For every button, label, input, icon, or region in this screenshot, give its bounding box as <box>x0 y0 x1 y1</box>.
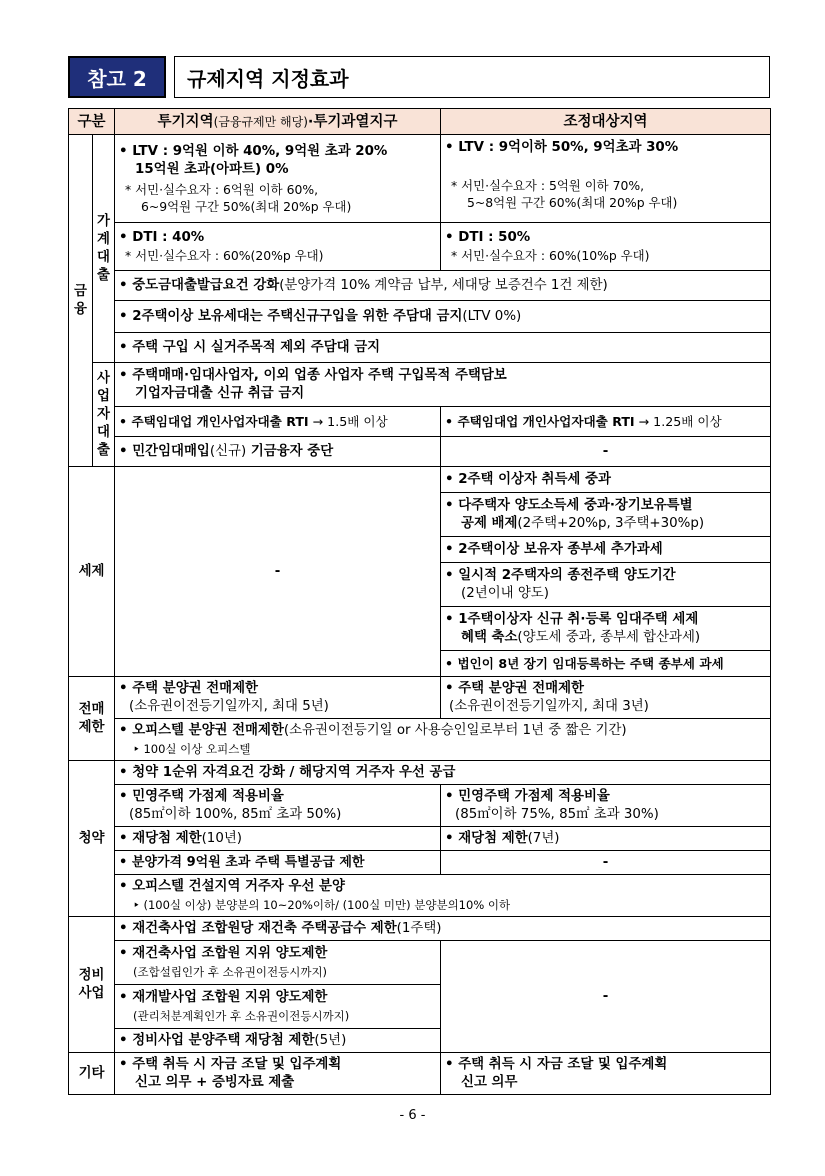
table-row <box>69 761 771 785</box>
dti-left-cell: • DTI : 40% * 서민·실수요자 : 60%(20%p 우대) <box>115 223 441 271</box>
residence-loan-cell: • 주택 구입 시 실거주목적 제외 주담대 금지 <box>115 333 771 363</box>
subcategory-household-loan: 가 계 대 출 <box>93 135 115 363</box>
subscription-priority-cell: • 청약 1순위 자격요건 강화 / 해당지역 거주자 우선 공급 <box>115 761 771 785</box>
table-row <box>69 467 771 493</box>
table-row <box>69 785 771 827</box>
ltv-right-cell: • LTV : 9억이하 50%, 9억초과 30% * 서민·실수요자 : 5억원 이하 70%, 5~8억원 구간 60%(최대 20%p 우대) <box>441 135 771 223</box>
table-row <box>69 851 771 875</box>
dti-right-cell: • DTI : 50% * 서민·실수요자 : 60%(10%p 우대) <box>441 223 771 271</box>
category-finance: 금 융 <box>69 135 93 467</box>
maintenance-supply-cell: • 재건축사업 조합원당 재건축 주택공급수 제한(1주택) <box>115 917 771 941</box>
category-subscription: 청약 <box>69 761 115 917</box>
tax-acquisition-cell: • 2주택 이상자 취득세 중과 <box>441 467 771 493</box>
table-row <box>69 301 771 333</box>
tax-transfer-cell: • 다주택자 양도소득세 중과·장기보유특별 공제 배제(2주택+20%p, 3주택+30%p) <box>441 493 771 537</box>
maintenance-rewin-cell: • 정비사업 분양주택 재당첨 제한(5년) <box>115 1029 441 1053</box>
table-row <box>69 333 771 363</box>
resale-right-cell: • 주택 분양권 전매제한 (소유권이전등기일까지, 최대 3년) <box>441 677 771 719</box>
header-category: 구분 <box>69 109 115 135</box>
private-rental-cell: • 민간임대매입(신규) 기금융자 중단 <box>115 437 441 467</box>
table-row <box>69 941 771 985</box>
subscription-rewin-left-cell: • 재당첨 제한(10년) <box>115 827 441 851</box>
maintenance-redevelop-cell: • 재개발사업 조합원 지위 양도제한 (관리처분계획인가 후 소유권이전등시까지) <box>115 985 441 1029</box>
tax-rental-cell: • 1주택이상자 신규 취·등록 임대주택 세제 혜택 축소(양도세 중과, 종부세 합산과세) <box>441 607 771 651</box>
table-row <box>69 437 771 467</box>
rti-left-cell: • 주택임대업 개인사업자대출 RTI → 1.5배 이상 <box>115 407 441 437</box>
subscription-point-left-cell: • 민영주택 가점제 적용비율 (85㎡이하 100%, 85㎡ 초과 50%) <box>115 785 441 827</box>
business-loan-cell: • 주택매매·임대사업자, 이외 업종 사업자 주택 구입목적 주택담보 기업자금대출 신규 취급 금지 <box>115 363 771 407</box>
subscription-special-right-cell: - <box>441 851 771 875</box>
table-row <box>69 719 771 761</box>
section-title: 규제지역 지정효과 <box>174 56 770 98</box>
subscription-officetel-cell: • 오피스텔 건설지역 거주자 우선 분양 ‣ (100실 이상) 분양분의 10~20%이하/ (100실 미만) 분양분의10% 이하 <box>115 875 771 917</box>
maintenance-right-cell: - <box>441 941 771 1053</box>
ltv-left-cell: • LTV : 9억원 이하 40%, 9억원 초과 20% 15억원 초과(아파트) 0% * 서민·실수요자 : 6억원 이하 60%, 6~9억원 구간 50%(최대 20%p 우대) <box>115 135 441 223</box>
table-row <box>69 223 771 271</box>
tax-left-cell: - <box>115 467 441 677</box>
subscription-point-right-cell: • 민영주택 가점제 적용비율 (85㎡이하 75%, 85㎡ 초과 30%) <box>441 785 771 827</box>
tax-corporate-cell: • 법인이 8년 장기 임대등록하는 주택 종부세 과세 <box>441 651 771 677</box>
category-etc: 기타 <box>69 1053 115 1095</box>
tax-temporary-cell: • 일시적 2주택자의 종전주택 양도기간 (2년이내 양도) <box>441 563 771 607</box>
table-row <box>69 363 771 407</box>
category-resale: 전매 제한 <box>69 677 115 761</box>
subscription-rewin-right-cell: • 재당첨 제한(7년) <box>441 827 771 851</box>
table-row <box>69 875 771 917</box>
table-row <box>69 827 771 851</box>
interim-loan-cell: • 중도금대출발급요건 강화(분양가격 10% 계약금 납부, 세대당 보증건수 1건 제한) <box>115 271 771 301</box>
table-row <box>69 917 771 941</box>
resale-officetel-cell: • 오피스텔 분양권 전매제한(소유권이전등기일 or 사용승인일로부터 1년 중 짧은 기간) ‣ 100실 이상 오피스텔 <box>115 719 771 761</box>
regulation-table <box>68 108 771 1095</box>
table-header-row <box>69 109 771 135</box>
category-maintenance: 정비 사업 <box>69 917 115 1053</box>
page-number: - 6 - <box>399 1108 426 1123</box>
etc-left-cell: • 주택 취득 시 자금 조달 및 입주계획 신고 의무 + 증빙자료 제출 <box>115 1053 441 1095</box>
table-row <box>69 407 771 437</box>
subcategory-business-loan: 사 업 자 대 출 <box>93 363 115 467</box>
maintenance-rebuild-cell: • 재건축사업 조합원 지위 양도제한 (조합설립인가 후 소유권이전등시까지) <box>115 941 441 985</box>
resale-left-cell: • 주택 분양권 전매제한 (소유권이전등기일까지, 최대 5년) <box>115 677 441 719</box>
category-tax: 세제 <box>69 467 115 677</box>
multi-house-loan-cell: • 2주택이상 보유세대는 주택신규구입을 위한 주담대 금지(LTV 0%) <box>115 301 771 333</box>
rti-right-cell: • 주택임대업 개인사업자대출 RTI → 1.25배 이상 <box>441 407 771 437</box>
reference-label: 참고 2 <box>68 56 166 98</box>
subscription-special-cell: • 분양가격 9억원 초과 주택 특별공급 제한 <box>115 851 441 875</box>
header-adjustment-zone: 조정대상지역 <box>441 109 771 135</box>
tax-comprehensive-cell: • 2주택이상 보유자 종부세 추가과세 <box>441 537 771 563</box>
etc-right-cell: • 주택 취득 시 자금 조달 및 입주계획 신고 의무 <box>441 1053 771 1095</box>
header-speculation-zone: 투기지역(금융규제만 해당)·투기과열지구 <box>115 109 441 135</box>
table-row <box>69 135 771 223</box>
section-header <box>68 56 770 98</box>
table-row <box>69 1053 771 1095</box>
table-row <box>69 677 771 719</box>
table-row <box>69 271 771 301</box>
private-rental-right-cell: - <box>441 437 771 467</box>
